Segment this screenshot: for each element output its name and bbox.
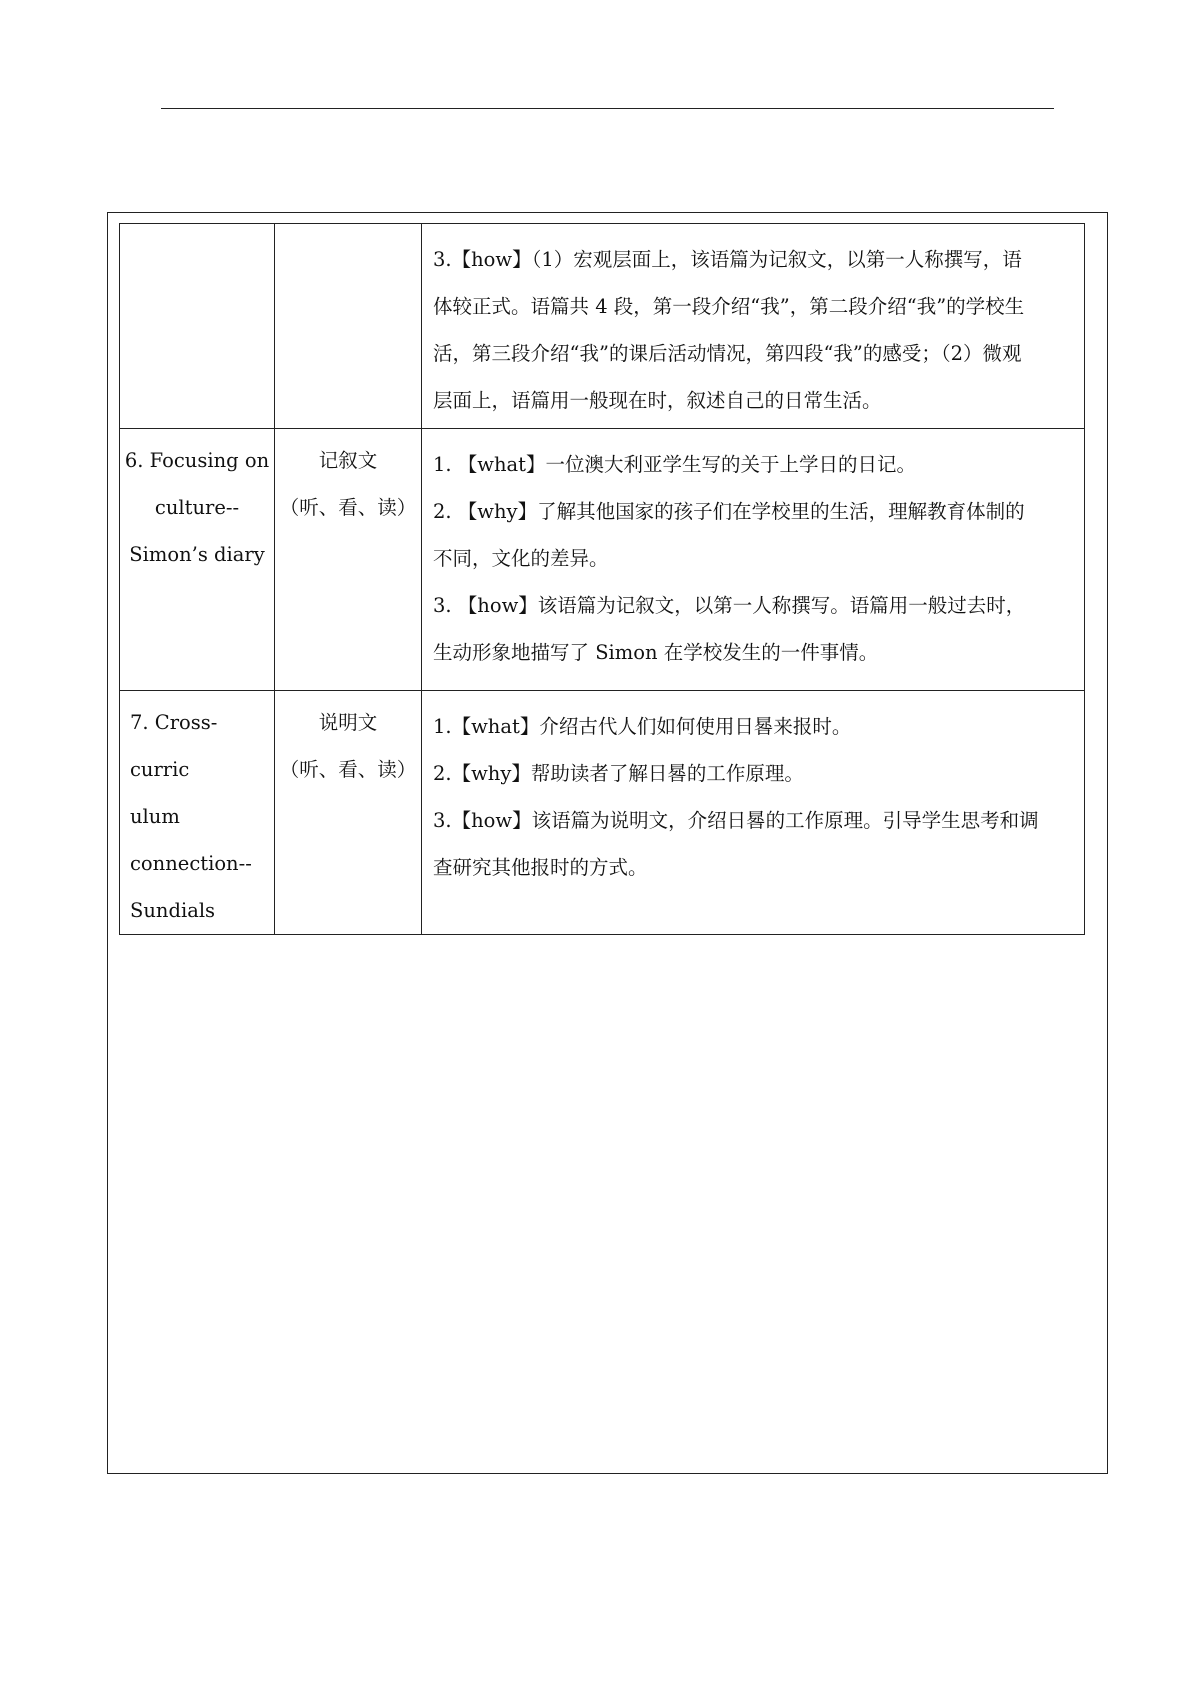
section-title-line: culture-- (154, 496, 240, 519)
section-title-line: Simon’s diary (129, 543, 265, 566)
section-title-line: 7. Cross-curric (130, 711, 218, 781)
analysis-cell (422, 691, 1085, 935)
analysis-line: 3.【how】该语篇为说明文，介绍日晷的工作原理。引导学生思考和调 (433, 809, 1039, 832)
table-row (120, 691, 1085, 935)
section-title-cell (120, 429, 275, 691)
genre-cell (275, 224, 422, 429)
section-title-line: 6. Focusing on (124, 449, 270, 472)
analysis-line: 查研究其他报时的方式。 (433, 856, 648, 879)
analysis-line: 3. 【how】该语篇为记叙文，以第一人称撰写。语篇用一般过去时， (433, 594, 1026, 617)
section-title-line: Sundials (130, 899, 216, 922)
genre-label: 记叙文 (318, 449, 378, 472)
analysis-cell (422, 224, 1085, 429)
genre-skills: （听、看、读） (279, 496, 417, 519)
analysis-line: 体较正式。语篇共 4 段，第一段介绍“我”，第二段介绍“我”的学校生 (433, 295, 1025, 318)
analysis-line: 1. 【what】一位澳大利亚学生写的关于上学日的日记。 (433, 453, 917, 476)
analysis-line: 1.【what】介绍古代人们如何使用日晷来报时。 (433, 715, 852, 738)
analysis-line: 不同，文化的差异。 (433, 547, 609, 570)
genre-skills: （听、看、读） (279, 758, 417, 781)
analysis-line: 2.【why】帮助读者了解日晷的工作原理。 (433, 762, 804, 785)
section-title-line: connection-- (130, 852, 252, 875)
analysis-line: 2. 【why】了解其他国家的孩子们在学校里的生活，理解教育体制的 (433, 500, 1025, 523)
table-row (120, 224, 1085, 429)
genre-label: 说明文 (318, 711, 378, 734)
section-title-cell (120, 224, 275, 429)
header-rule (161, 108, 1054, 109)
lesson-analysis-table (119, 223, 1085, 935)
analysis-line: 生动形象地描写了 Simon 在学校发生的一件事情。 (433, 641, 879, 664)
section-title-line: ulum (130, 805, 180, 828)
analysis-line: 活，第三段介绍“我”的课后活动情况，第四段“我”的感受；（2）微观 (433, 342, 1022, 365)
analysis-line: 3.【how】（1）宏观层面上，该语篇为记叙文，以第一人称撰写，语 (433, 248, 1022, 271)
genre-cell (275, 691, 422, 935)
analysis-cell (422, 429, 1085, 691)
section-title-cell (120, 691, 275, 935)
table-row (120, 429, 1085, 691)
analysis-line: 层面上，语篇用一般现在时，叙述自己的日常生活。 (433, 389, 882, 412)
genre-cell (275, 429, 422, 691)
